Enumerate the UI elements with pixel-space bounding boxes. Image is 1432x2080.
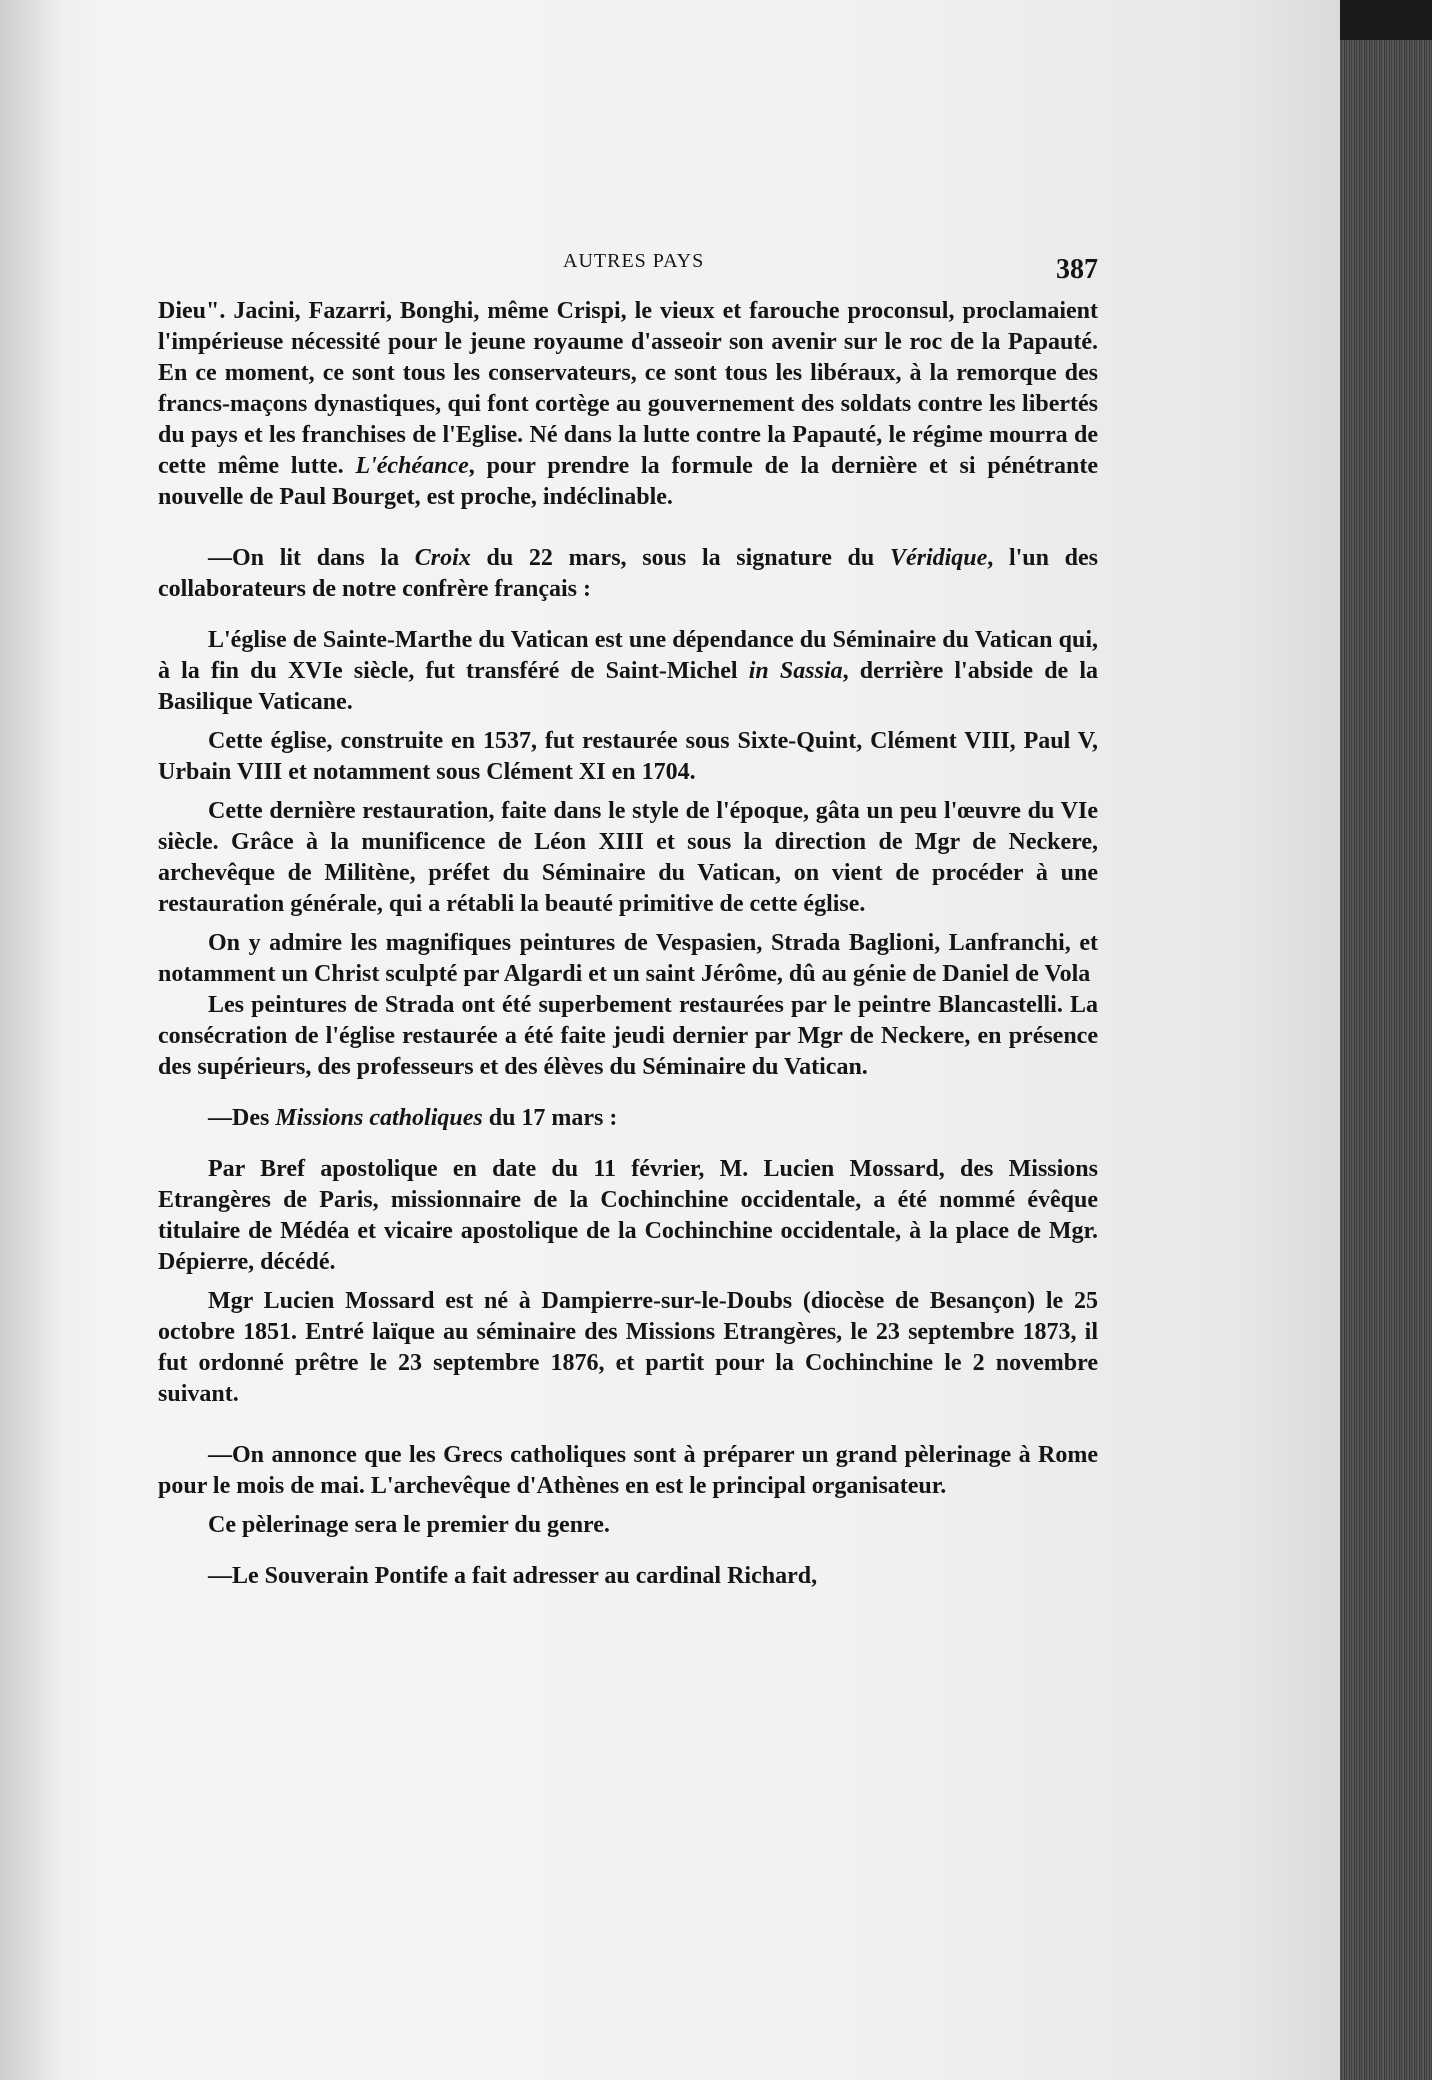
italic-in-sassia: in Sassia [748, 658, 843, 684]
paragraph-2: —On lit dans la Croix du 22 mars, sous la signature du Véridique, l'un des collaborateurs de notre confrère français : [158, 545, 1099, 602]
paragraph-9: Par Bref apostolique en date du 11 février, M. Lucien Mossard, des Missions Etrangères de Paris, missionnaire de la Cochinchine occidentale, a été nommé évêque titulaire de Médéa et vicaire apostolique de la Cochinchine occidentale, à la place de Mgr. Dépierre, décédé. [158, 1156, 1098, 1275]
book-edge-top [1340, 0, 1432, 40]
paragraph-3: L'église de Sainte-Marthe du Vatican est une dépendance du Séminaire du Vatican qui, à la fin du XVIe siècle, fut transféré de Saint-Michel in Sassia, derrière l'abside de la Basilique Vaticane. [158, 627, 1099, 715]
paragraph-12: Ce pèlerinage sera le premier du genre. [208, 1512, 610, 1538]
paragraph-4: Cette église, construite en 1537, fut restaurée sous Sixte-Quint, Clément VIII, Paul V, Urbain VIII et notamment sous Clément XI en 1704. [158, 728, 1098, 785]
italic-croix: Croix [414, 545, 471, 571]
paragraph-7: Les peintures de Strada ont été superbement restaurées par le peintre Blancastelli. La consécration de l'église restaurée a été faite jeudi dernier par Mgr de Neckere, en présence des supérieurs, des professeurs et des élèves du Séminaire du Vatican. [158, 992, 1098, 1080]
gutter-shadow [0, 0, 60, 2080]
paragraph-1: Dieu". Jacini, Fazarri, Bonghi, même Crispi, le vieux et farouche proconsul, proclamaient l'impérieuse nécessité pour le jeune royaume d'asseoir son avenir sur le roc de la Papauté. En ce moment, ce sont tous les conservateurs, ce sont tous les libéraux, à la remorque des francs-maçons dynastiques, qui font cortège au gouvernement des soldats contre les libertés du pays et les franchises de l'Eglise. Né dans la lutte contre la Papauté, le régime mourra de cette même lutte. L'échéance, pour prendre la formule de la dernière et si pénétrante nouvelle de Paul Bourget, est proche, indéclinable. [158, 298, 1099, 510]
page-number: 387 [1056, 254, 1098, 285]
paragraph-8: —Des Missions catholiques du 17 mars : [208, 1105, 618, 1131]
paragraph-11: —On annonce que les Grecs catholiques sont à préparer un grand pèlerinage à Rome pour le mois de mai. L'archevêque d'Athènes en est le principal organisateur. [158, 1442, 1098, 1499]
paragraph-6: On y admire les magnifiques peintures de Vespasien, Strada Baglioni, Lanfranchi, et notamment un Christ sculpté par Algardi et un saint Jérôme, dû au génie de Daniel de Vola [158, 930, 1098, 987]
italic-echeance: L'échéance [355, 453, 469, 479]
paragraph-13: —Le Souverain Pontife a fait adresser au cardinal Richard, [208, 1563, 818, 1589]
italic-veridique: Véridique [889, 545, 988, 571]
running-title: AUTRES PAYS [563, 250, 705, 272]
page-header [158, 250, 1098, 290]
paragraph-5: Cette dernière restauration, faite dans le style de l'époque, gâta un peu l'œuvre du VIe siècle. Grâce à la munificence de Léon XIII et sous la direction de Mgr de Neckere, archevêque de Militène, préfet du Séminaire du Vatican, on vient de procéder à une restauration générale, qui a rétabli la beauté primitive de cette église. [158, 798, 1098, 917]
book-page-edges [1340, 40, 1432, 2080]
body-text [158, 296, 1098, 1592]
paragraph-10: Mgr Lucien Mossard est né à Dampierre-sur-le-Doubs (diocèse de Besançon) le 25 octobre 1851. Entré laïque au séminaire des Missions Etrangères, le 23 septembre 1873, il fut ordonné prêtre le 23 septembre 1876, et partit pour la Cochinchine le 2 novembre suivant. [158, 1288, 1098, 1407]
italic-missions-catholiques: Missions catholiques [275, 1105, 483, 1131]
